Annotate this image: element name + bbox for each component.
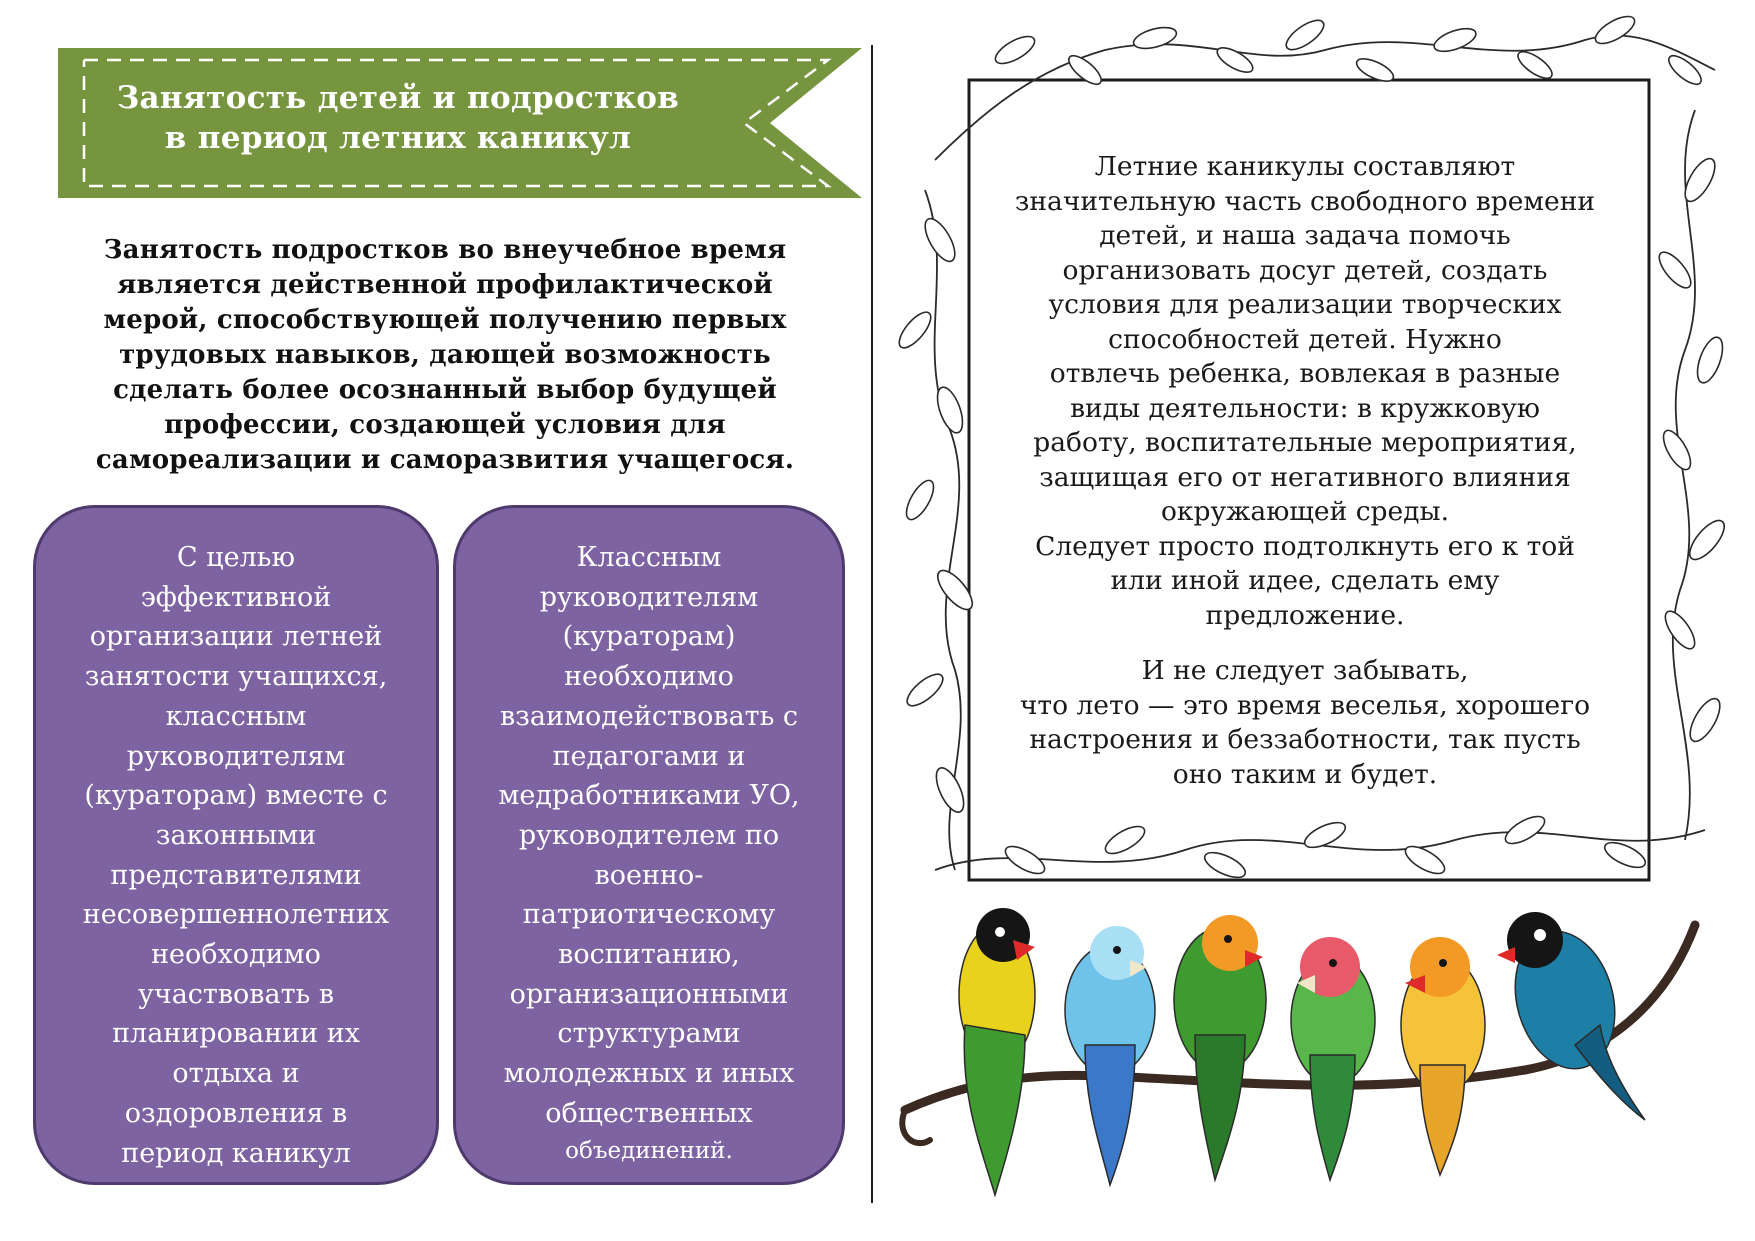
- left-info-panel: [33, 505, 439, 1185]
- parrot-pink-icon: [1291, 937, 1375, 1180]
- right-panel-last-word: объединений.: [565, 1137, 733, 1164]
- parrots-on-branch-icon: [885, 905, 1715, 1215]
- banner-title: [98, 78, 698, 158]
- left-panel-text: С целью эффективной организации летней занятости учащихся, классным руководителям (кураторам) вместе с законными представителями несовершеннолетних необходимо участвовать в планировании их отдыха и оздоровления в период каникул: [82, 542, 390, 1169]
- banner-title-line2: в период летних каникул: [164, 120, 632, 156]
- parrot-blue-icon: [1497, 912, 1645, 1120]
- frame-paragraph-2: И не следует забывать, что лето — это время веселья, хорошего настроения и беззаботности, так пусть оно таким и будет.: [1019, 655, 1591, 790]
- frame-paragraph-1: Летние каникулы составляют значительную часть свободного времени детей, и наша задача помочь организовать досуг детей, создать условия для реализации творческих способностей детей. Нужно отвлечь ребенка, вовлекая в разные виды деятельности: в кружковую работу, воспитательные мероприятия, защищая его от негативного влияния окружающей среды. Следует просто подтолкнуть его к той или иной идее, сделать ему предложение.: [1014, 151, 1596, 631]
- parrot-yellow-icon: [959, 908, 1035, 1195]
- right-panel-text: Классным руководителям (кураторам) необходимо взаимодействовать с педагогами и медработниками УО, руководителем по военно- патриотическому воспитанию, организационными структурами молодежных и иных общественных: [498, 542, 800, 1129]
- parrot-orange-icon: [1401, 937, 1485, 1175]
- parrots-illustration: [885, 905, 1715, 1215]
- parrot-light-blue-icon: [1065, 926, 1155, 1185]
- title-banner: [58, 48, 862, 198]
- column-divider: [871, 45, 873, 1203]
- intro-paragraph: Занятость подростков во внеучебное время является действенной профилактической мерой, способствующей получению первых трудовых навыков, дающей возможность сделать более осознанный выбор будущей профессии, создающей условия для самореализации и саморазвития учащегося.: [95, 235, 795, 475]
- parrot-green-icon: [1174, 915, 1266, 1180]
- right-info-panel: [453, 505, 845, 1185]
- banner-title-line1: Занятость детей и подростков: [116, 80, 680, 116]
- frame-text: [990, 150, 1620, 792]
